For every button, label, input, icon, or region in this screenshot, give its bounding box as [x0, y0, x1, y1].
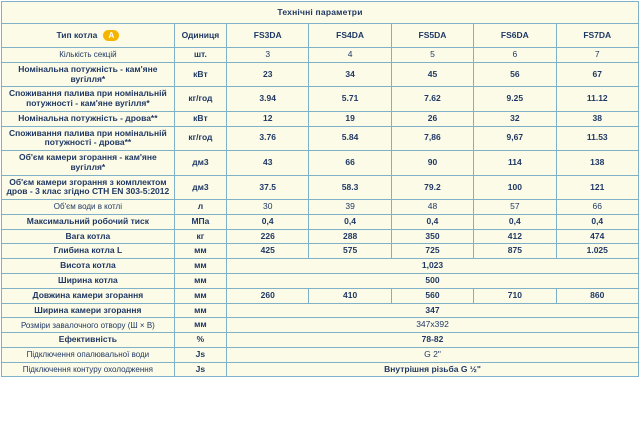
- row-value: Внутрішня різьба G ½": [227, 362, 639, 377]
- row-value: 30: [227, 200, 309, 215]
- row-unit: кВт: [174, 111, 226, 126]
- table-row: [2, 126, 639, 151]
- row-unit: кг: [174, 229, 226, 244]
- row-unit: дм3: [174, 151, 226, 176]
- row-value: 425: [227, 244, 309, 259]
- row-label: Глибина котла L: [2, 244, 175, 259]
- table-row: [2, 347, 639, 362]
- row-value: 260: [227, 288, 309, 303]
- row-label: Розміри завалочного отвору (Ш × В): [2, 318, 175, 333]
- table-row: [2, 244, 639, 259]
- row-value: 23: [227, 62, 309, 87]
- row-label: Ефективність: [2, 333, 175, 348]
- row-value: 45: [391, 62, 473, 87]
- row-value: 1,023: [227, 259, 639, 274]
- row-value: 5.71: [309, 87, 391, 112]
- row-value: 37.5: [227, 175, 309, 200]
- row-value: 43: [227, 151, 309, 176]
- row-value: 288: [309, 229, 391, 244]
- row-value: 57: [474, 200, 556, 215]
- row-value: 410: [309, 288, 391, 303]
- row-label: Довжина камери згорання: [2, 288, 175, 303]
- row-value: 347: [227, 303, 639, 318]
- table-row: [2, 48, 639, 63]
- row-value: 6: [474, 48, 556, 63]
- row-unit: мм: [174, 259, 226, 274]
- row-value: 9,67: [474, 126, 556, 151]
- row-value: 138: [556, 151, 638, 176]
- row-value: 1.025: [556, 244, 638, 259]
- row-value: 7: [556, 48, 638, 63]
- row-value: 79.2: [391, 175, 473, 200]
- row-label: Споживання палива при номінальній потужності - кам'яне вугілля*: [2, 87, 175, 112]
- table-row: [2, 362, 639, 377]
- row-unit: Js: [174, 347, 226, 362]
- table-row: [2, 303, 639, 318]
- row-unit: шт.: [174, 48, 226, 63]
- row-value: 66: [309, 151, 391, 176]
- row-unit: кг/год: [174, 126, 226, 151]
- row-value: 875: [474, 244, 556, 259]
- row-label: Ширина котла: [2, 274, 175, 289]
- header-boiler-type: [2, 24, 175, 48]
- row-value: 11.12: [556, 87, 638, 112]
- row-label: Висота котла: [2, 259, 175, 274]
- row-value: 114: [474, 151, 556, 176]
- technical-parameters-table: [1, 1, 639, 377]
- row-value: 19: [309, 111, 391, 126]
- class-badge: A: [103, 30, 119, 41]
- header-model-2: FS5DA: [391, 24, 473, 48]
- row-value: 7.62: [391, 87, 473, 112]
- row-unit: мм: [174, 303, 226, 318]
- row-value: 3: [227, 48, 309, 63]
- row-label: Об'єм камери згорання з комплектом дров - 3 клас згідно СТН EN 303-5:2012: [2, 175, 175, 200]
- row-value: 725: [391, 244, 473, 259]
- row-value: 350: [391, 229, 473, 244]
- table-row: [2, 274, 639, 289]
- table-row: [2, 111, 639, 126]
- row-value: 5.84: [309, 126, 391, 151]
- row-label: Об'єм камери згорання - кам'яне вугілля*: [2, 151, 175, 176]
- row-value: 0,4: [391, 214, 473, 229]
- row-label: Максимальний робочий тиск: [2, 214, 175, 229]
- row-value: 347х392: [227, 318, 639, 333]
- row-value: 58.3: [309, 175, 391, 200]
- row-value: 0,4: [474, 214, 556, 229]
- row-label: Кількість секцій: [2, 48, 175, 63]
- row-value: 12: [227, 111, 309, 126]
- row-value: 500: [227, 274, 639, 289]
- row-value: 67: [556, 62, 638, 87]
- row-value: 32: [474, 111, 556, 126]
- table-row: [2, 62, 639, 87]
- row-unit: Js: [174, 362, 226, 377]
- row-value: 39: [309, 200, 391, 215]
- row-value: 474: [556, 229, 638, 244]
- row-value: 710: [474, 288, 556, 303]
- table-row: [2, 229, 639, 244]
- row-value: G 2": [227, 347, 639, 362]
- row-value: 0,4: [227, 214, 309, 229]
- row-label: Номінальна потужність - дрова**: [2, 111, 175, 126]
- row-value: 9.25: [474, 87, 556, 112]
- row-value: 56: [474, 62, 556, 87]
- row-label: Об'єм води в котлі: [2, 200, 175, 215]
- row-value: 121: [556, 175, 638, 200]
- table-row: [2, 259, 639, 274]
- table-row: [2, 214, 639, 229]
- row-unit: мм: [174, 274, 226, 289]
- row-value: 0,4: [309, 214, 391, 229]
- row-label: Підключення контуру охолодження: [2, 362, 175, 377]
- header-model-3: FS6DA: [474, 24, 556, 48]
- row-value: 860: [556, 288, 638, 303]
- row-unit: мм: [174, 244, 226, 259]
- row-unit: кВт: [174, 62, 226, 87]
- row-unit: МПа: [174, 214, 226, 229]
- row-label: Споживання палива при номінальній потужності - дрова**: [2, 126, 175, 151]
- row-value: 7,86: [391, 126, 473, 151]
- row-value: 34: [309, 62, 391, 87]
- header-model-4: FS7DA: [556, 24, 638, 48]
- row-value: 48: [391, 200, 473, 215]
- table-row: [2, 333, 639, 348]
- row-unit: %: [174, 333, 226, 348]
- row-label: Підключення опалювальної води: [2, 347, 175, 362]
- row-value: 5: [391, 48, 473, 63]
- row-unit: дм3: [174, 175, 226, 200]
- row-value: 575: [309, 244, 391, 259]
- row-value: 11.53: [556, 126, 638, 151]
- table-row: [2, 318, 639, 333]
- row-value: 66: [556, 200, 638, 215]
- row-label: Вага котла: [2, 229, 175, 244]
- table-header-row: [2, 24, 639, 48]
- table-title-row: [2, 2, 639, 24]
- table-row: [2, 151, 639, 176]
- table-row: [2, 175, 639, 200]
- table-row: [2, 87, 639, 112]
- row-unit: л: [174, 200, 226, 215]
- row-value: 90: [391, 151, 473, 176]
- row-label: Ширина камери згорання: [2, 303, 175, 318]
- row-value: 0,4: [556, 214, 638, 229]
- header-boiler-type-label: Тип котла: [56, 29, 98, 40]
- row-value: 38: [556, 111, 638, 126]
- row-value: 3.76: [227, 126, 309, 151]
- row-unit: кг/год: [174, 87, 226, 112]
- row-value: 412: [474, 229, 556, 244]
- header-unit: Одиниця: [174, 24, 226, 48]
- row-label: Номінальна потужність - кам'яне вугілля*: [2, 62, 175, 87]
- row-value: 100: [474, 175, 556, 200]
- header-model-0: FS3DA: [227, 24, 309, 48]
- row-unit: мм: [174, 288, 226, 303]
- page-title: Технічні параметри: [2, 2, 639, 24]
- row-value: 78-82: [227, 333, 639, 348]
- row-value: 26: [391, 111, 473, 126]
- row-unit: мм: [174, 318, 226, 333]
- header-model-1: FS4DA: [309, 24, 391, 48]
- row-value: 560: [391, 288, 473, 303]
- row-value: 226: [227, 229, 309, 244]
- row-value: 3.94: [227, 87, 309, 112]
- row-value: 4: [309, 48, 391, 63]
- table-row: [2, 200, 639, 215]
- table-row: [2, 288, 639, 303]
